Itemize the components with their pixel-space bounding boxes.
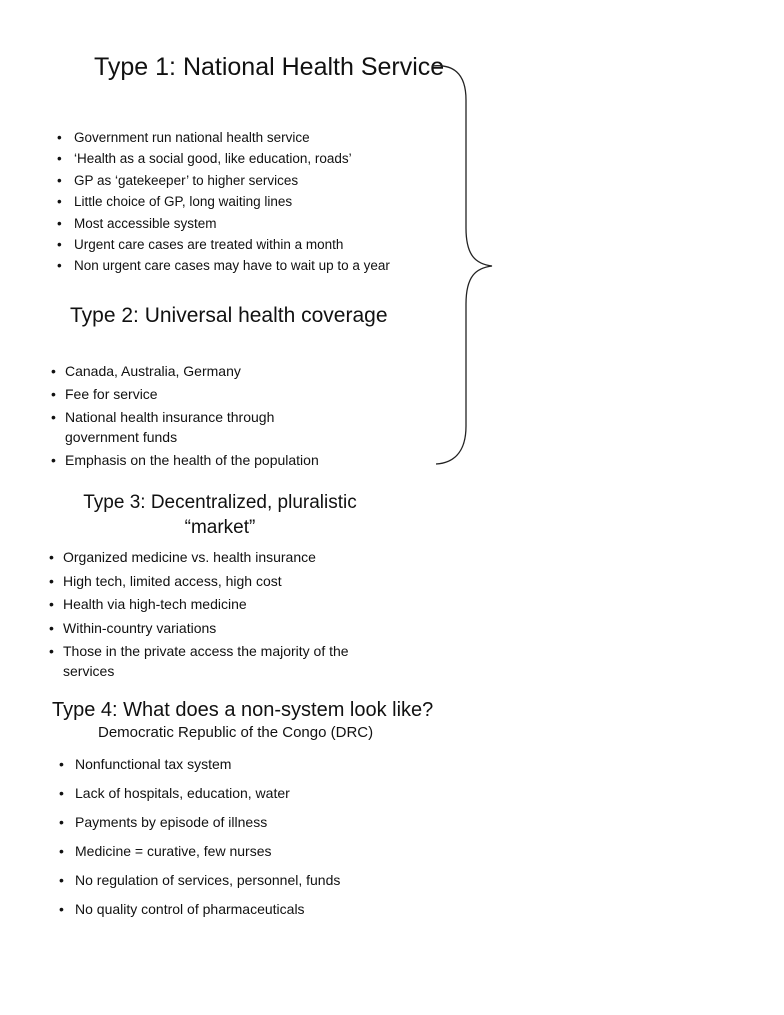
list-item: • Emphasis on the health of the population (65, 451, 319, 471)
list-item: • Organized medicine vs. health insurance (63, 548, 378, 568)
list-item: • Fee for service (65, 385, 319, 405)
type2-title: Type 2: Universal health coverage (70, 304, 388, 327)
curly-brace-icon (430, 60, 500, 470)
type3-list (63, 548, 378, 685)
list-item: • Lack of hospitals, education, water (75, 784, 340, 813)
list-item: • Government run national health service (74, 129, 390, 150)
type1-list (74, 129, 390, 279)
list-item: • Payments by episode of illness (75, 813, 340, 842)
type3-title-line1: Type 3: Decentralized, pluralistic (83, 492, 357, 513)
type4-title: Type 4: What does a non-system look like? (52, 699, 434, 721)
list-item: • ‘Health as a social good, like education, roads’ (74, 150, 390, 171)
list-item: • Within-country variations (63, 619, 378, 639)
type3-title-line2: “market” (184, 517, 256, 538)
list-item: • National health insurance through government funds (65, 408, 300, 447)
list-item: • Medicine = curative, few nurses (75, 842, 340, 871)
list-item: • Urgent care cases are treated within a month (74, 236, 390, 257)
list-item: • Canada, Australia, Germany (65, 362, 319, 382)
list-item: • Non urgent care cases may have to wait up to a year (74, 257, 390, 278)
type1-title: Type 1: National Health Service (94, 53, 445, 81)
list-item: • Nonfunctional tax system (75, 755, 340, 784)
list-item: • Most accessible system (74, 215, 390, 236)
list-item: • High tech, limited access, high cost (63, 572, 378, 592)
list-item: • Health via high-tech medicine (63, 595, 378, 615)
list-item: • Those in the private access the majority of the services (63, 642, 378, 681)
type3-title (70, 490, 370, 540)
list-item: • No regulation of services, personnel, funds (75, 871, 340, 900)
list-item: • Little choice of GP, long waiting lines (74, 193, 390, 214)
type4-subtitle: Democratic Republic of the Congo (DRC) (98, 724, 374, 741)
list-item: • No quality control of pharmaceuticals (75, 900, 340, 929)
list-item: • GP as ‘gatekeeper’ to higher services (74, 172, 390, 193)
type2-list (65, 362, 319, 474)
type4-list (75, 755, 340, 930)
